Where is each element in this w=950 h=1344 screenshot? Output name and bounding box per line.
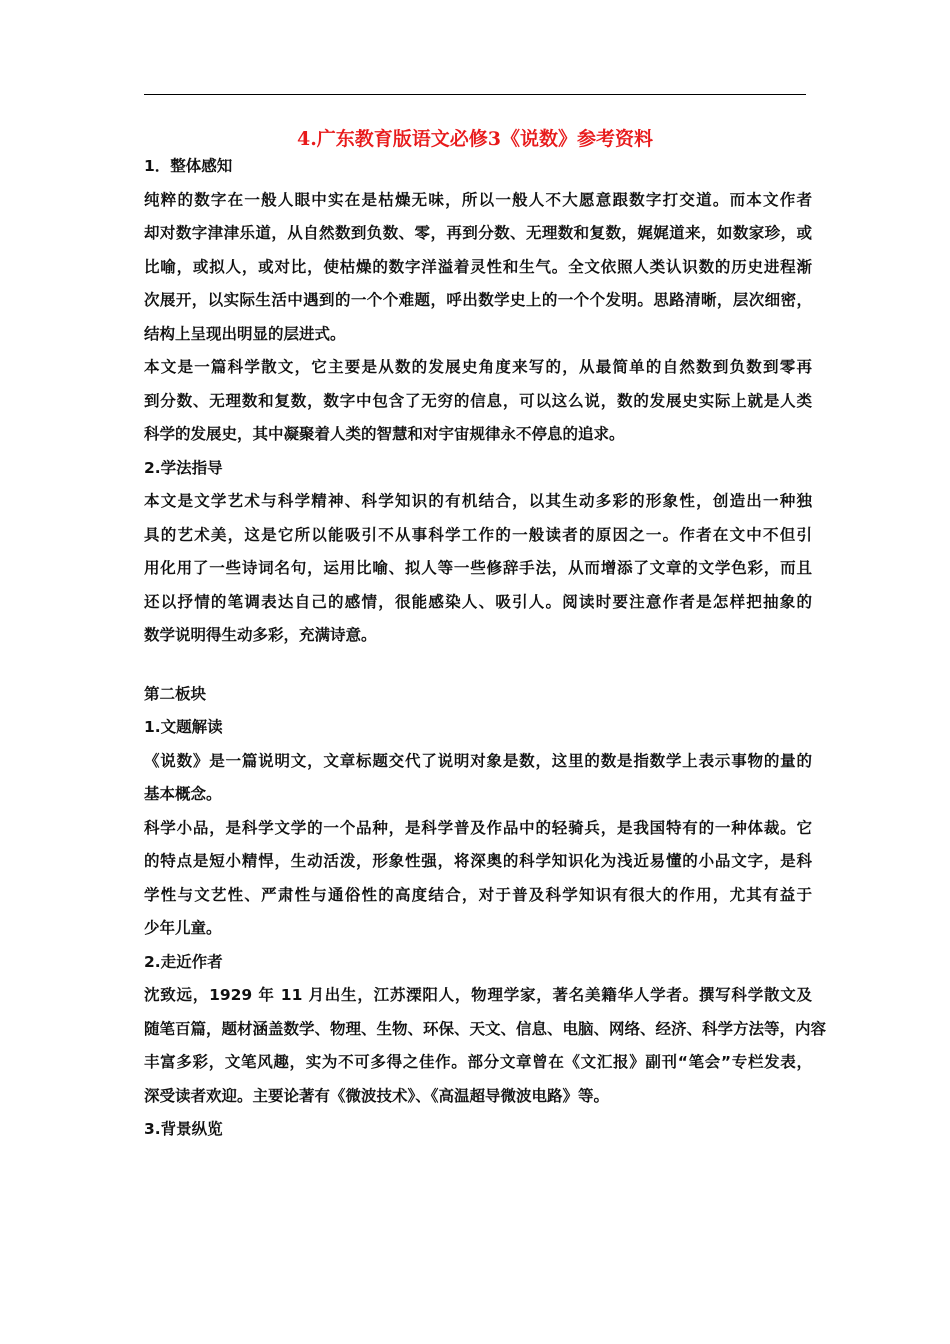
paragraph-line: 学性与文艺性、严肃性与通俗性的高度结合，对于普及科学知识有很大的作用，尤其有益于 (144, 885, 812, 904)
paragraph-line: 少年儿童。 (144, 919, 222, 937)
section-heading-study-method: 2.学法指导 (144, 458, 223, 477)
paragraph-line: 具的艺术美，这是它所以能吸引不从事科学工作的一般读者的原因之一。作者在文中不但引 (144, 525, 812, 544)
paragraph-line: 本文是一篇科学散文，它主要是从数的发展史角度来写的，从最简单的自然数到负数到零再 (144, 358, 812, 376)
paragraph-line: 数学说明得生动多彩，充满诗意。 (144, 626, 377, 644)
paragraph-line: 次展开，以实际生活中遇到的一个个难题，呼出数学史上的一个个发明。思路清晰，层次细密， (144, 291, 812, 309)
paragraph-line: 到分数、无理数和复数，数字中包含了无穷的信息，可以这么说，数的发展史实际上就是人类 (144, 391, 812, 410)
paragraph-line: 用化用了一些诗词名句，运用比喻、拟人等一些修辞手法，从而增添了文章的文学色彩，而且 (144, 559, 812, 577)
paragraph-line: 本文是文学艺术与科学精神、科学知识的有机结合，以其生动多彩的形象性，创造出一种独 (144, 492, 812, 510)
section-heading-title-reading: 1.文题解读 (144, 718, 223, 736)
paragraph-line: 还以抒情的笔调表达自己的感情，很能感染人、吸引人。阅读时要注意作者是怎样把抽象的 (144, 592, 812, 611)
paragraph-line: 科学的发展史，其中凝聚着人类的智慧和对宇宙规律永不停息的追求。 (144, 425, 625, 443)
document-title: 4.广东教育版语文必修3《说数》参考资料 (296, 128, 654, 150)
paragraph-line: 比喻，或拟人，或对比，使枯燥的数字洋溢着灵性和生气。全文依照人类认识数的历史进程渐 (144, 257, 812, 276)
paragraph-line: 的特点是短小精悍，生动活泼，形象性强，将深奥的科学知识化为浅近易懂的小品文字，是科 (144, 852, 812, 870)
section-heading-author: 2.走近作者 (144, 952, 223, 971)
paragraph-line: 却对数字津津乐道，从自然数到负数、零，再到分数、无理数和复数，娓娓道来，如数家珍，或 (144, 224, 812, 242)
section-heading-overall: 1．整体感知 (144, 157, 233, 175)
block-heading-second: 第二板块 (144, 684, 207, 703)
paragraph-line: 随笔百篇，题材涵盖数学、物理、生物、环保、天文、信息、电脑、网络、经济、科学方法等，内容 (144, 1019, 827, 1038)
paragraph-line: 深受读者欢迎。主要论著有《微波技术》、《高温超导微波电路》等。 (144, 1086, 610, 1105)
paragraph-line: 《说数》是一篇说明文，文章标题交代了说明对象是数，这里的数是指数学上表示事物的量的 (144, 751, 812, 770)
paragraph-spacer (144, 653, 812, 678)
section-heading-background: 3.背景纵览 (144, 1120, 223, 1138)
paragraph-line: 结构上呈现出明显的层进式。 (144, 324, 346, 343)
paragraph-line: 纯粹的数字在一般人眼中实在是枯燥无味，所以一般人不大愿意跟数字打交道。而本文作者 (144, 190, 812, 209)
paragraph-line: 基本概念。 (144, 785, 222, 803)
paragraph-line: 科学小品，是科学文学的一个品种，是科学普及作品中的轻骑兵，是我国特有的一种体裁。它 (144, 818, 812, 837)
paragraph-line: 沈致远，1929 年 11 月出生，江苏溧阳人，物理学家，著名美籍华人学者。撰写科学散文及 (144, 986, 812, 1004)
paragraph-line: 丰富多彩，文笔风趣，实为不可多得之佳作。部分文章曾在《文汇报》副刊“笔会”专栏发表， (144, 1053, 812, 1071)
header-rule (144, 94, 806, 95)
document-body (144, 150, 827, 1147)
